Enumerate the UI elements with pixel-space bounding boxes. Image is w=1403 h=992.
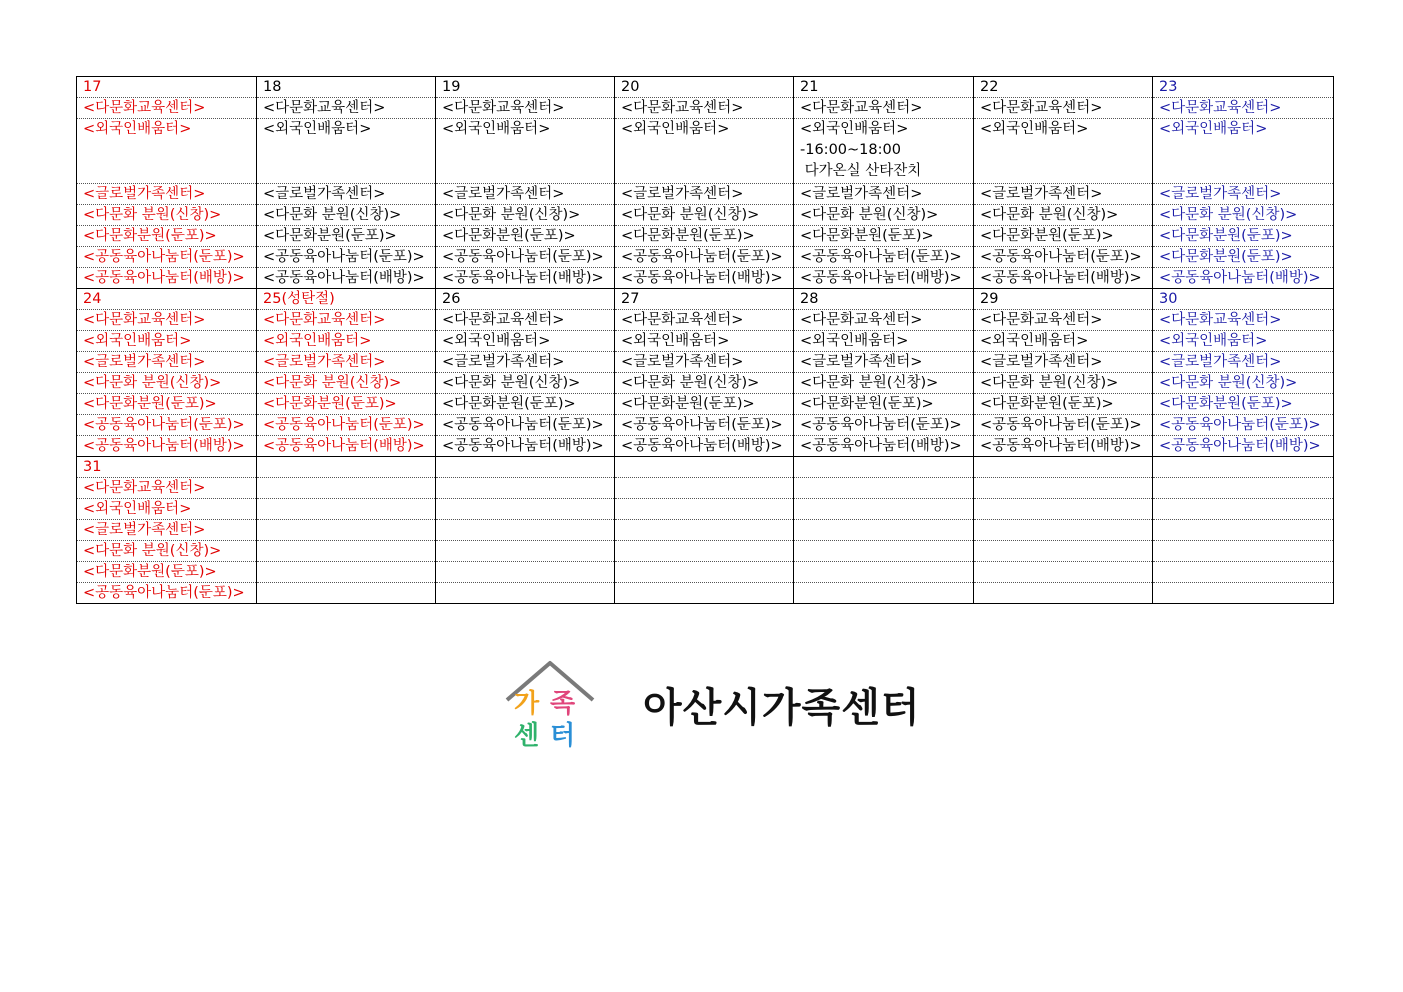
program-cell: <다문화 분원(신창)> (794, 205, 974, 226)
program-row (77, 436, 1334, 457)
program-cell (794, 520, 974, 541)
program-row (77, 394, 1334, 415)
program-cell: <공동육아나눔터(둔포)> (1153, 415, 1334, 436)
program-cell: <글로벌가족센터> (1153, 184, 1334, 205)
program-cell: <공동육아나눔터(둔포)> (794, 247, 974, 268)
program-cell: <다문화교육센터> (436, 98, 615, 119)
day-number-cell (257, 457, 436, 478)
logo-char-teo: 터 (550, 721, 576, 750)
program-cell: <글로벌가족센터> (974, 184, 1153, 205)
program-cell: <다문화 분원(신창)> (974, 205, 1153, 226)
program-cell (974, 583, 1153, 604)
program-cell: <다문화 분원(신창)> (1153, 373, 1334, 394)
program-row (77, 352, 1334, 373)
day-number-cell: 19 (436, 77, 615, 98)
program-cell (1153, 541, 1334, 562)
program-cell (615, 583, 794, 604)
program-cell: <공동육아나눔터(배방)> (794, 268, 974, 289)
program-cell: <다문화 분원(신창)> (77, 541, 257, 562)
program-cell (974, 499, 1153, 520)
program-cell (615, 541, 794, 562)
day-number-cell: 31 (77, 457, 257, 478)
program-cell (1153, 499, 1334, 520)
program-cell: <다문화 분원(신창)> (257, 373, 436, 394)
program-cell (257, 562, 436, 583)
program-cell (1153, 478, 1334, 499)
program-row (77, 499, 1334, 520)
program-cell (257, 541, 436, 562)
center-name: 아산시가족센터 (643, 685, 921, 731)
program-cell: <외국인배움터> (615, 331, 794, 352)
program-cell (436, 520, 615, 541)
program-cell: <글로벌가족센터> (615, 352, 794, 373)
day-number-cell: 30 (1153, 289, 1334, 310)
program-cell: <다문화 분원(신창)> (1153, 205, 1334, 226)
program-row (77, 583, 1334, 604)
day-number-cell (1153, 457, 1334, 478)
program-cell: <공동육아나눔터(배방)> (77, 436, 257, 457)
program-cell: <글로벌가족센터> (257, 352, 436, 373)
program-cell (436, 478, 615, 499)
program-cell: <공동육아나눔터(배방)> (436, 436, 615, 457)
day-number-cell (794, 457, 974, 478)
program-cell: <공동육아나눔터(둔포)> (77, 415, 257, 436)
program-row (77, 541, 1334, 562)
day-number-cell: 25(성탄절) (257, 289, 436, 310)
program-cell: <공동육아나눔터(배방)> (615, 268, 794, 289)
program-cell: <외국인배움터> (1153, 119, 1334, 184)
logo-char-sen: 센 (514, 721, 540, 750)
date-row (77, 77, 1334, 98)
program-cell (436, 541, 615, 562)
day-number-cell: 21 (794, 77, 974, 98)
program-cell: <다문화분원(둔포)> (257, 394, 436, 415)
date-row (77, 289, 1334, 310)
program-cell: <공동육아나눔터(배방)> (974, 268, 1153, 289)
program-cell: <다문화분원(둔포)> (1153, 247, 1334, 268)
program-cell: <공동육아나눔터(둔포)> (77, 583, 257, 604)
program-cell (615, 499, 794, 520)
program-cell: <다문화분원(둔포)> (615, 394, 794, 415)
program-cell: <공동육아나눔터(배방)> (257, 436, 436, 457)
program-cell (794, 583, 974, 604)
program-cell (615, 478, 794, 499)
program-cell: <글로벌가족센터> (436, 184, 615, 205)
program-row (77, 520, 1334, 541)
program-cell: <외국인배움터> (77, 499, 257, 520)
program-cell: <외국인배움터> (1153, 331, 1334, 352)
program-cell: <공동육아나눔터(둔포)> (615, 415, 794, 436)
program-cell (615, 520, 794, 541)
program-cell: <다문화교육센터> (615, 98, 794, 119)
program-cell: <공동육아나눔터(둔포)> (794, 415, 974, 436)
program-cell (794, 562, 974, 583)
program-cell: <다문화분원(둔포)> (1153, 226, 1334, 247)
day-number-cell: 17 (77, 77, 257, 98)
program-cell (615, 562, 794, 583)
program-cell: <다문화분원(둔포)> (257, 226, 436, 247)
day-number-cell: 24 (77, 289, 257, 310)
program-cell: <공동육아나눔터(배방)> (436, 268, 615, 289)
program-row (77, 478, 1334, 499)
program-row (77, 184, 1334, 205)
program-cell: <다문화분원(둔포)> (436, 394, 615, 415)
program-row (77, 562, 1334, 583)
day-number-cell: 20 (615, 77, 794, 98)
program-cell (1153, 520, 1334, 541)
program-cell: <공동육아나눔터(둔포)> (257, 247, 436, 268)
program-cell: <다문화분원(둔포)> (974, 226, 1153, 247)
program-cell: <다문화교육센터> (615, 310, 794, 331)
day-number-cell (436, 457, 615, 478)
program-cell: <다문화 분원(신창)> (794, 373, 974, 394)
program-cell: <외국인배움터> (794, 331, 974, 352)
program-cell: <외국인배움터> (257, 119, 436, 184)
program-cell (436, 499, 615, 520)
program-cell: <글로벌가족센터> (436, 352, 615, 373)
program-cell: <다문화분원(둔포)> (794, 394, 974, 415)
program-cell: <글로벌가족센터> (77, 184, 257, 205)
program-cell: <다문화분원(둔포)> (615, 226, 794, 247)
program-row (77, 119, 1334, 184)
program-cell: <외국인배움터> (436, 119, 615, 184)
program-cell: <다문화분원(둔포)> (77, 226, 257, 247)
program-cell: <글로벌가족센터> (257, 184, 436, 205)
program-cell: <다문화분원(둔포)> (77, 562, 257, 583)
program-cell: <외국인배움터> (257, 331, 436, 352)
program-row (77, 268, 1334, 289)
program-cell: <다문화 분원(신창)> (257, 205, 436, 226)
program-cell: <공동육아나눔터(둔포)> (436, 415, 615, 436)
program-row (77, 226, 1334, 247)
program-cell: <다문화분원(둔포)> (974, 394, 1153, 415)
program-cell: <공동육아나눔터(배방)> (615, 436, 794, 457)
program-cell: <다문화교육센터> (974, 98, 1153, 119)
program-cell: <글로벌가족센터> (77, 352, 257, 373)
monthly-schedule-table (76, 76, 1334, 604)
program-cell: <공동육아나눔터(둔포)> (974, 247, 1153, 268)
program-cell: <다문화교육센터> (794, 310, 974, 331)
day-number-cell: 22 (974, 77, 1153, 98)
program-cell: <공동육아나눔터(배방)> (794, 436, 974, 457)
program-row (77, 373, 1334, 394)
program-cell: <외국인배움터> (974, 119, 1153, 184)
program-cell: <다문화 분원(신창)> (436, 373, 615, 394)
program-cell: <다문화교육센터> (77, 478, 257, 499)
program-cell: <다문화교육센터> (257, 310, 436, 331)
day-number-cell: 28 (794, 289, 974, 310)
program-cell: <공동육아나눔터(배방)> (257, 268, 436, 289)
family-center-logo-mark (505, 660, 595, 750)
program-cell: <글로벌가족센터> (1153, 352, 1334, 373)
program-cell: <외국인배움터> -16:00~18:00 다가온실 산타잔치 (794, 119, 974, 184)
program-cell: <글로벌가족센터> (974, 352, 1153, 373)
program-cell: <공동육아나눔터(배방)> (1153, 268, 1334, 289)
program-cell: <글로벌가족센터> (794, 184, 974, 205)
program-cell: <외국인배움터> (77, 119, 257, 184)
program-cell: <다문화교육센터> (436, 310, 615, 331)
program-cell: <공동육아나눔터(둔포)> (77, 247, 257, 268)
program-cell: <다문화교육센터> (1153, 98, 1334, 119)
day-number-cell: 27 (615, 289, 794, 310)
program-cell: <글로벌가족센터> (77, 520, 257, 541)
program-cell: <외국인배움터> (436, 331, 615, 352)
program-cell: <다문화 분원(신창)> (615, 205, 794, 226)
program-cell (974, 562, 1153, 583)
program-cell: <공동육아나눔터(둔포)> (974, 415, 1153, 436)
program-row (77, 98, 1334, 119)
program-cell (257, 583, 436, 604)
logo-char-ga: 가 (514, 689, 540, 719)
program-cell: <다문화교육센터> (974, 310, 1153, 331)
program-cell: <글로벌가족센터> (615, 184, 794, 205)
program-cell (794, 478, 974, 499)
program-cell (794, 541, 974, 562)
program-cell (257, 478, 436, 499)
program-cell: <다문화교육센터> (1153, 310, 1334, 331)
program-cell: <다문화 분원(신창)> (436, 205, 615, 226)
program-cell: <다문화 분원(신창)> (615, 373, 794, 394)
program-cell: <외국인배움터> (615, 119, 794, 184)
date-row (77, 457, 1334, 478)
program-cell: <다문화 분원(신창)> (77, 373, 257, 394)
program-cell: <공동육아나눔터(둔포)> (615, 247, 794, 268)
program-cell: <다문화교육센터> (794, 98, 974, 119)
program-cell (1153, 562, 1334, 583)
program-cell: <다문화교육센터> (77, 310, 257, 331)
program-cell: <공동육아나눔터(배방)> (77, 268, 257, 289)
program-cell: <외국인배움터> (77, 331, 257, 352)
program-cell: <다문화분원(둔포)> (77, 394, 257, 415)
program-cell: <공동육아나눔터(배방)> (974, 436, 1153, 457)
day-number-cell (615, 457, 794, 478)
program-row (77, 205, 1334, 226)
program-cell (794, 499, 974, 520)
day-number-cell: 18 (257, 77, 436, 98)
program-row (77, 247, 1334, 268)
program-row (77, 415, 1334, 436)
program-cell (974, 520, 1153, 541)
program-cell (436, 562, 615, 583)
program-cell (1153, 583, 1334, 604)
program-cell (436, 583, 615, 604)
program-cell: <다문화분원(둔포)> (794, 226, 974, 247)
program-cell: <다문화 분원(신창)> (974, 373, 1153, 394)
program-cell (974, 478, 1153, 499)
program-cell: <글로벌가족센터> (794, 352, 974, 373)
program-row (77, 310, 1334, 331)
house-roof-icon (505, 660, 595, 750)
program-cell (974, 541, 1153, 562)
program-cell: <공동육아나눔터(둔포)> (257, 415, 436, 436)
program-cell: <다문화분원(둔포)> (1153, 394, 1334, 415)
program-cell: <다문화 분원(신창)> (77, 205, 257, 226)
program-cell: <공동육아나눔터(둔포)> (436, 247, 615, 268)
day-number-cell: 29 (974, 289, 1153, 310)
logo-char-jok: 족 (550, 689, 576, 719)
program-cell: <외국인배움터> (974, 331, 1153, 352)
program-cell: <다문화분원(둔포)> (436, 226, 615, 247)
program-row (77, 331, 1334, 352)
day-number-cell (974, 457, 1153, 478)
program-cell: <다문화교육센터> (77, 98, 257, 119)
program-cell: <다문화교육센터> (257, 98, 436, 119)
program-cell (257, 520, 436, 541)
day-number-cell: 23 (1153, 77, 1334, 98)
program-cell (257, 499, 436, 520)
program-cell: <공동육아나눔터(배방)> (1153, 436, 1334, 457)
day-number-cell: 26 (436, 289, 615, 310)
